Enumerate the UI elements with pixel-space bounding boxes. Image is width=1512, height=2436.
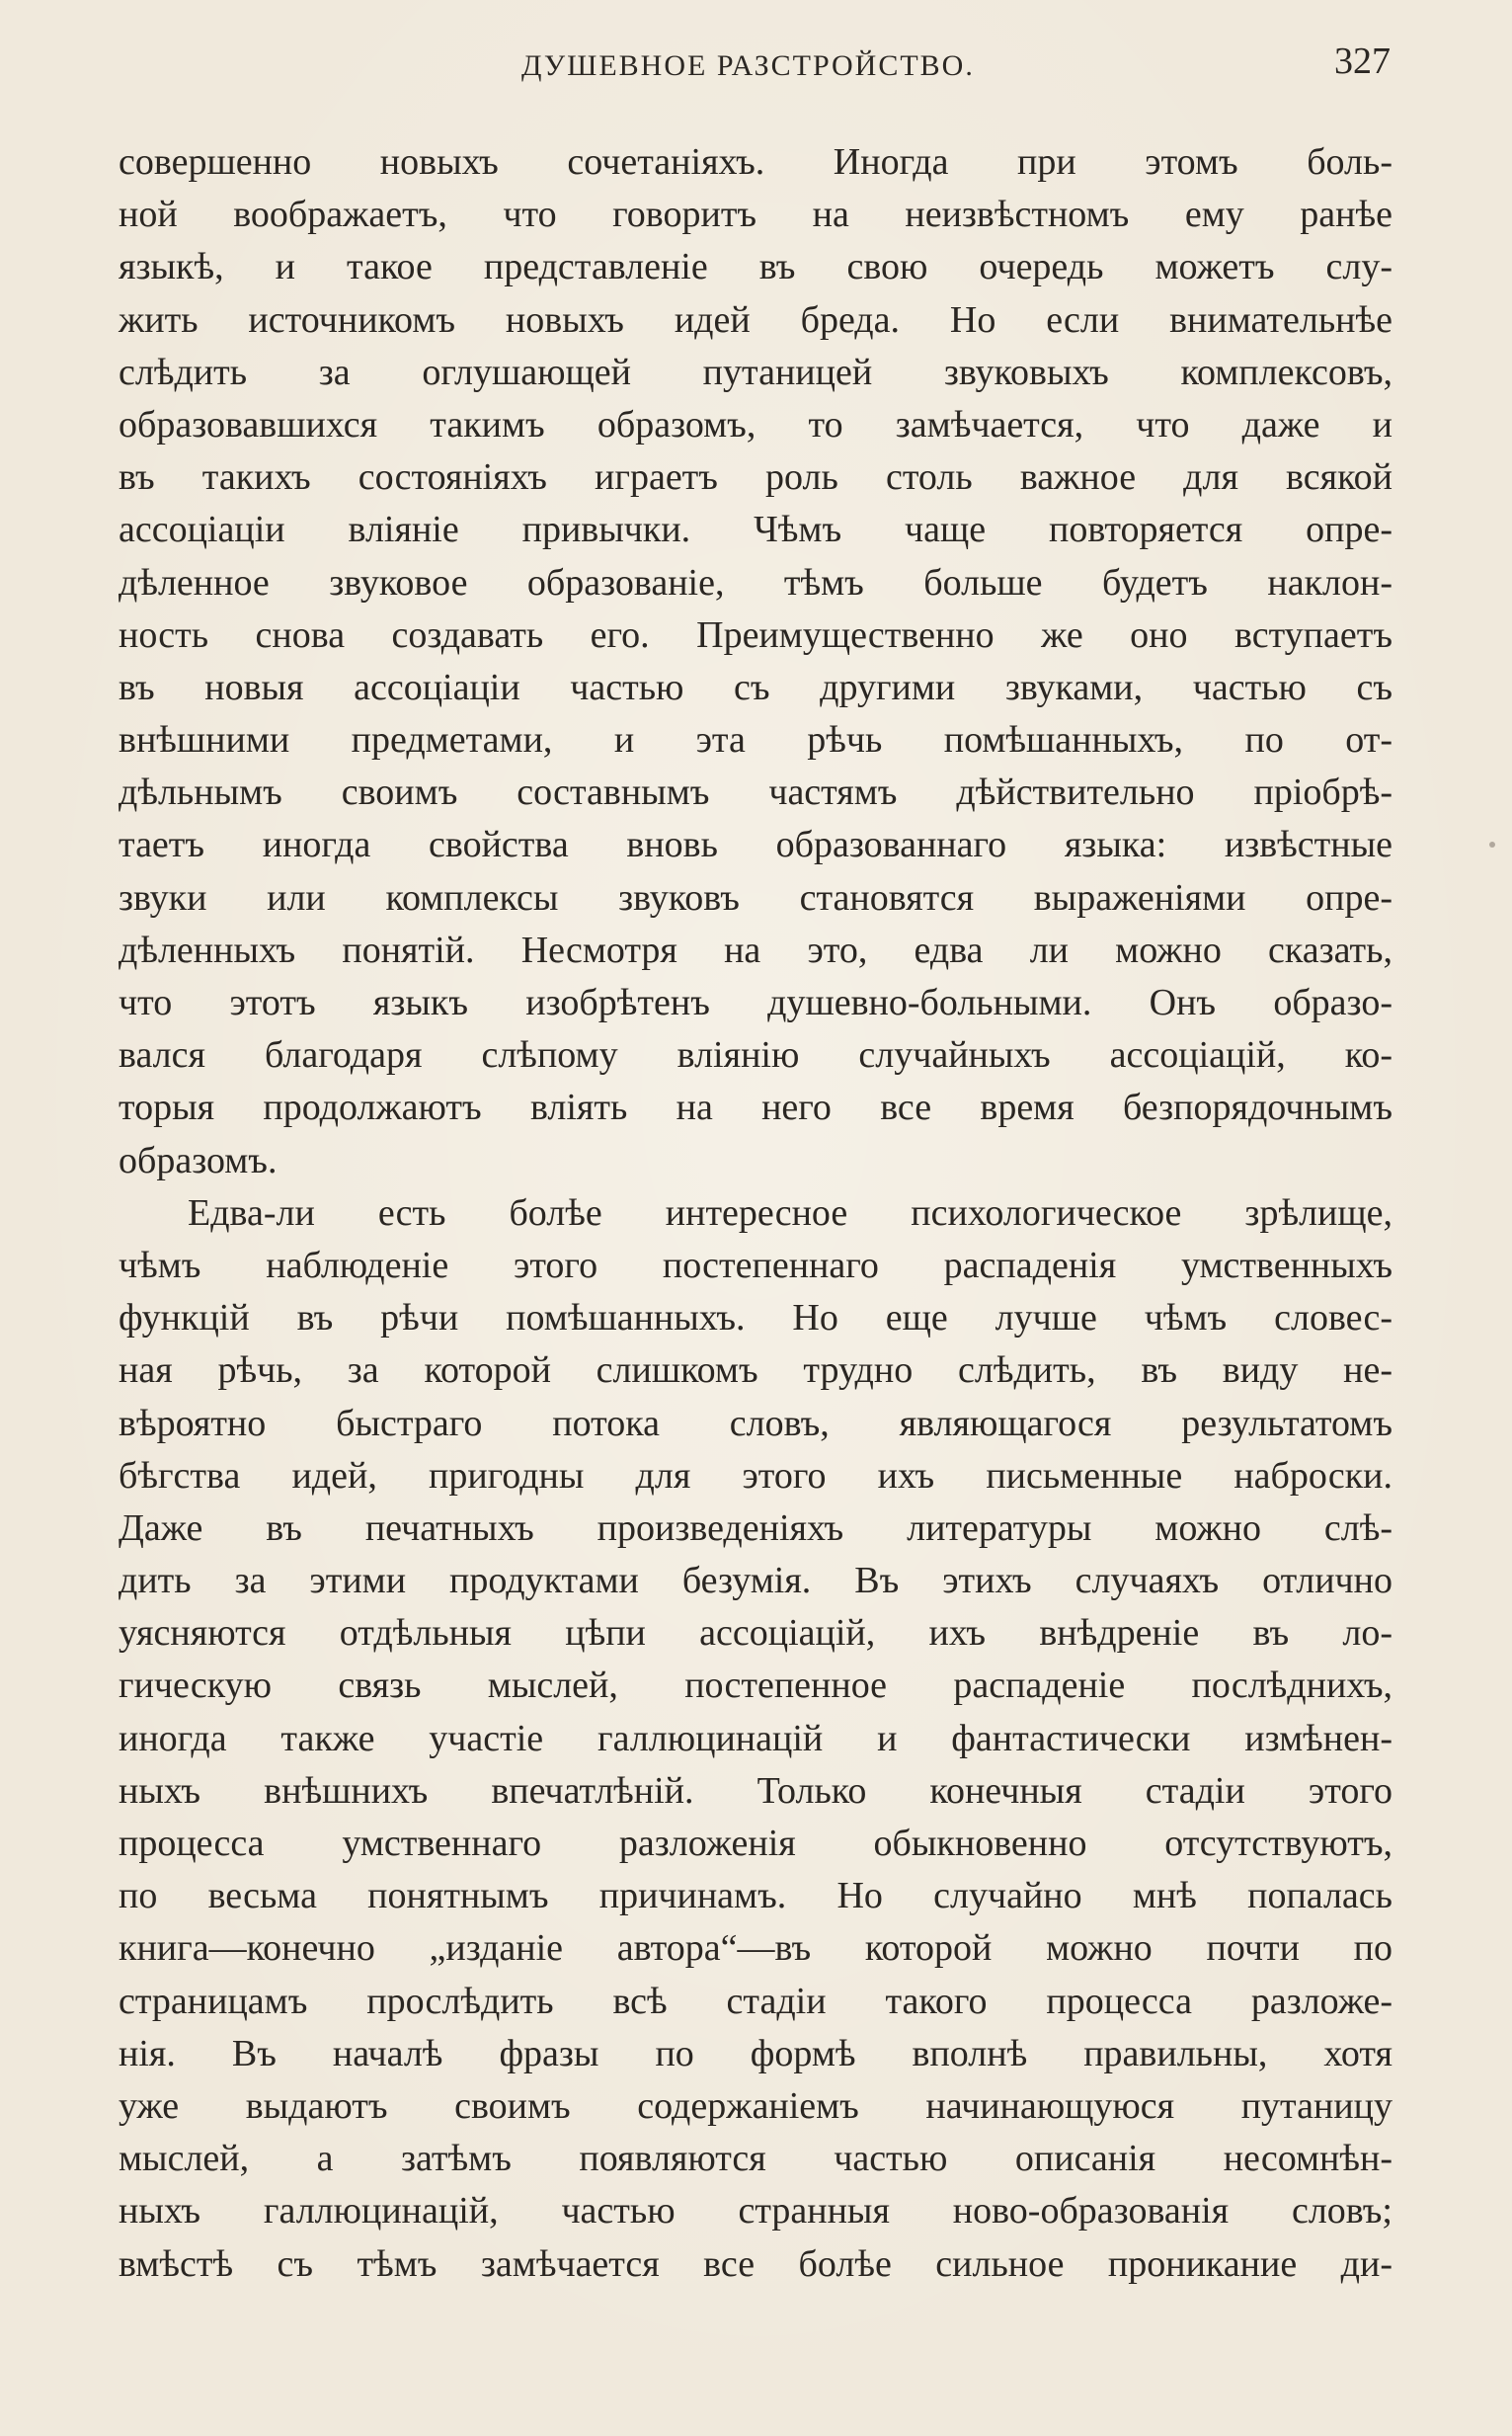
body-text: [119, 136, 1393, 2291]
text-line: въ такихъ состояніяхъ играетъ роль столь важное для всякой: [119, 456, 1393, 499]
text-line: ная рѣчь, за которой слишкомъ трудно слѣдить, въ виду не-: [119, 1349, 1393, 1392]
text-line: гическую связь мыслей, постепенное распаденіе послѣднихъ,: [119, 1665, 1393, 1707]
running-title: ДУШЕВНОЕ РАЗСТРОЙСТВО.: [521, 49, 975, 82]
text-line: ной воображаетъ, что говоритъ на неизвѣстномъ ему ранѣе: [119, 194, 1393, 236]
paragraph-start-line: Едва-ли есть болѣе интересное психологическое зрѣлище,: [188, 1191, 1393, 1234]
text-line: бѣгства идей, пригодны для этого ихъ письменные наброски.: [119, 1454, 1393, 1497]
text-line: дѣленныхъ понятій. Несмотря на это, едва ли можно сказать,: [119, 929, 1393, 971]
text-line: звуки или комплексы звуковъ становятся выраженіями опре-: [119, 876, 1393, 919]
text-line: торыя продолжаютъ вліять на него все время безпорядочнымъ: [119, 1087, 1393, 1129]
print-speck: [1489, 842, 1495, 848]
text-line: таетъ иногда свойства вновь образованнаго языка: извѣстные: [119, 824, 1393, 866]
text-line: дѣленное звуковое образованіе, тѣмъ больше будетъ наклон-: [119, 561, 1393, 604]
text-line: Даже въ печатныхъ произведеніяхъ литературы можно слѣ-: [119, 1506, 1393, 1549]
text-line: что этотъ языкъ изобрѣтенъ душевно-больными. Онъ образо-: [119, 982, 1393, 1023]
text-line: ныхъ галлюцинацій, частью странныя ново-образованія словъ;: [119, 2190, 1393, 2233]
text-line: мыслей, а затѣмъ появляются частью описанія несомнѣн-: [119, 2138, 1393, 2180]
text-line: ассоціаціи вліяніе привычки. Чѣмъ чаще повторяется опре-: [119, 509, 1393, 551]
page-header: [117, 40, 1391, 91]
text-line: дить за этими продуктами безумія. Въ этихъ случаяхъ отлично: [119, 1560, 1393, 1602]
text-line: ныхъ внѣшнихъ впечатлѣній. Только конечныя стадіи этого: [119, 1769, 1393, 1812]
text-line: вѣроятно быстраго потока словъ, являющагося результатомъ: [119, 1402, 1393, 1444]
text-line: нія. Въ началѣ фразы по формѣ вполнѣ правильны, хотя: [119, 2032, 1393, 2074]
text-line: языкѣ, и такое представленіе въ свою очередь можетъ слу-: [119, 246, 1393, 288]
text-line: функцій въ рѣчи помѣшанныхъ. Но еще лучше чѣмъ словес-: [119, 1297, 1393, 1340]
text-line: уже выдаютъ своимъ содержаніемъ начинающуюся путаницу: [119, 2084, 1393, 2127]
text-line: слѣдить за оглушающей путаницей звуковыхъ комплексовъ,: [119, 351, 1393, 393]
text-line: дѣльнымъ своимъ составнымъ частямъ дѣйствительно пріобрѣ-: [119, 771, 1393, 814]
text-line: по весьма понятнымъ причинамъ. Но случайно мнѣ попалась: [119, 1875, 1393, 1917]
text-line: процесса умственнаго разложенія обыкновенно отсутствуютъ,: [119, 1823, 1393, 1864]
text-line: иногда также участіе галлюцинацій и фантастически измѣнен-: [119, 1717, 1393, 1759]
text-line: уясняются отдѣльныя цѣпи ассоціацій, ихъ внѣдреніе въ ло-: [119, 1612, 1393, 1655]
paragraph-end-line: образомъ.: [119, 1139, 278, 1181]
text-line: вмѣстѣ съ тѣмъ замѣчается все болѣе сильное проникание ди-: [119, 2242, 1393, 2285]
text-line: ность снова создавать его. Преимущественно же оно вступаетъ: [119, 613, 1393, 656]
text-line: внѣшними предметами, и эта рѣчь помѣшанныхъ, по от-: [119, 719, 1393, 762]
text-line: страницамъ прослѣдить всѣ стадіи такого процесса разложе-: [119, 1980, 1393, 2022]
text-line: совершенно новыхъ сочетаніяхъ. Иногда при этомъ боль-: [119, 141, 1393, 183]
text-line: чѣмъ наблюденіе этого постепеннаго распаденія умственныхъ: [119, 1244, 1393, 1286]
page-number: 327: [1334, 41, 1391, 82]
text-line: книга—конечно „изданіе автора“—въ которой можно почти по: [119, 1927, 1393, 1970]
text-line: въ новыя ассоціаціи частью съ другими звуками, частью съ: [119, 666, 1393, 708]
text-line: вался благодаря слѣпому вліянію случайныхъ ассоціацій, ко-: [119, 1034, 1393, 1077]
text-line: жить источникомъ новыхъ идей бреда. Но если внимательнѣе: [119, 298, 1393, 341]
text-line: образовавшихся такимъ образомъ, то замѣчается, что даже и: [119, 403, 1393, 446]
